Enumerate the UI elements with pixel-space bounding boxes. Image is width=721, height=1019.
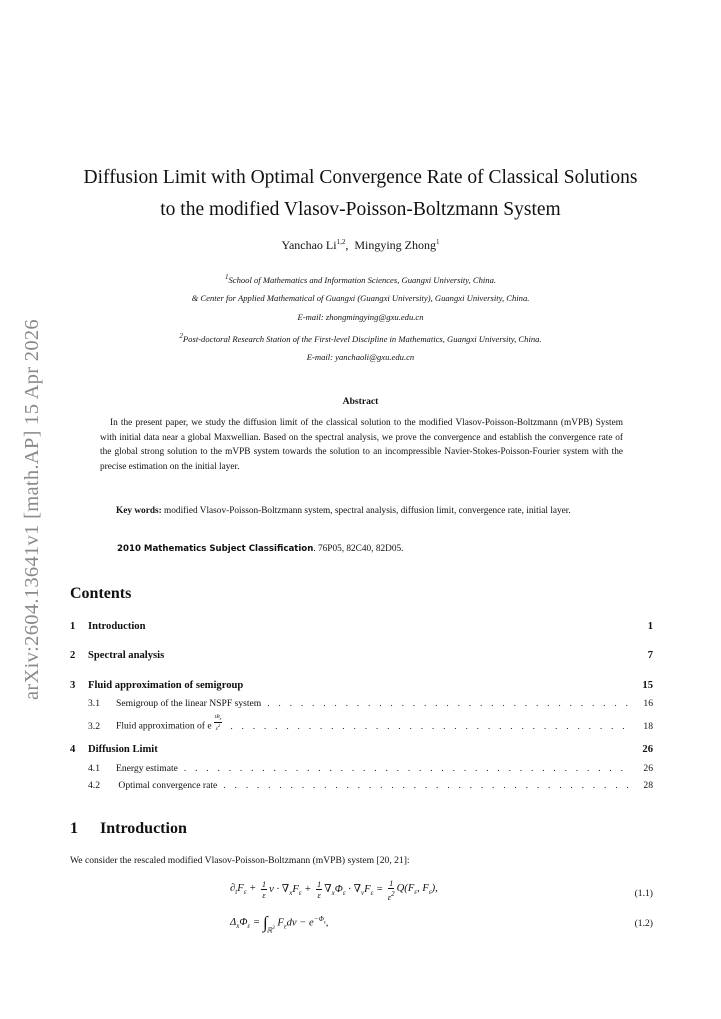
intro-paragraph: We consider the rescaled modified Vlasov-Poisson-Boltzmann (mVPB) system [20, 21]: (70, 855, 410, 866)
email-line: E-mail: zhongmingying@gxu.edu.cn (297, 312, 424, 323)
section-heading: 1 Introduction (70, 820, 187, 837)
toc-subentry[interactable]: 4.1 Energy estimate . . . 26 (70, 763, 653, 774)
author-name: Mingying Zhong (354, 238, 437, 252)
affiliations (0, 268, 721, 367)
msc-label: 2010 Mathematics Subject Classification (117, 544, 314, 554)
title-line-1: Diffusion Limit with Optimal Convergence Rate of Classical Solutions (83, 167, 638, 188)
keywords-label: Key words: (116, 506, 162, 516)
msc-codes: . 76P05, 82C40, 82D05. (313, 544, 404, 554)
author-affiliation-mark: 1,2 (336, 238, 346, 246)
toc-subentry[interactable]: 3.2 Fluid approximation of e $^{\frac{tB_\varepsilon}{\varepsilon^2}}$ . . . 18 (70, 714, 653, 732)
toc-subentry[interactable]: 4.2 Optimal convergence rate . . . 28 (70, 780, 653, 791)
msc-classification (117, 544, 637, 554)
equation-number: (1.1) (634, 888, 653, 899)
equation-1-1: $\partial_tF_\varepsilon$ + $\frac{1}{\varepsilon}$ $v \cdot \nabla_xF_\varepsilon$ + $\frac{1}{\varepsilon}$ $\nabla_x\Phi_\varepsilon \cdot \nabla_vF_\varepsilon$ = $\frac{1}{\varepsilon^2}$ $Q(F_\varepsilon$, $F_\varepsilon$), (230, 878, 438, 902)
leader-dots (230, 721, 631, 732)
keywords (100, 504, 623, 519)
leader-dots (223, 780, 631, 791)
equation-number: (1.2) (634, 918, 653, 929)
keywords-text: modified Vlasov-Poisson-Boltzmann system, spectral analysis, diffusion limit, convergence rate, initial layer. (161, 506, 571, 516)
affiliation-line: & Center for Applied Mathematical of Guangxi (Guangxi University), Guangxi University, China. (191, 293, 530, 304)
equation-1-2: $\Delta_x\Phi_\varepsilon$ = ∫ $_{ℝ^3}$ $F_\varepsilon dv - e^{-\Phi_\varepsilon}$, (230, 913, 329, 935)
toc-subentry[interactable]: 3.1 Semigroup of the linear NSPF system . . . 16 (70, 698, 653, 709)
arxiv-identifier: arXiv:2604.13641v1 [math.AP] 15 Apr 2026 (21, 319, 43, 701)
affiliation-line: $^2$Post-doctoral Research Station of the First-level Discipline in Mathematics, Guangxi University, China. (179, 331, 542, 344)
author-affiliation-mark: 1 (436, 238, 440, 246)
semigroup-exponent: tBε ε2 (214, 714, 222, 732)
affiliation-line: $^1$School of Mathematics and Information Sciences, Guangxi University, China. (224, 273, 497, 285)
toc-entry[interactable]: 3 Fluid approximation of semigroup 15 (70, 680, 653, 691)
toc-entry[interactable]: 2 Spectral analysis 7 (70, 650, 653, 661)
author-name: Yanchao Li (281, 238, 337, 252)
author-list (0, 238, 721, 253)
toc-entry[interactable]: 4 Diffusion Limit 26 (70, 744, 653, 755)
paper-title (60, 162, 661, 226)
abstract-body: In the present paper, we study the diffusion limit of the classical solution to the modified Vlasov-Poisson-Boltzmann (mVPB) System with initial data near a global Maxwellian. Based on the spectral analysis, we prove the convergence and establish the convergence rate of the global strong solution to the mVPB system towards the solution to an incompressible Navier-Stokes-Poisson-Fourier system with the precise estimation on the initial layer. (100, 418, 623, 472)
toc-entry[interactable]: 1 Introduction 1 (70, 621, 653, 632)
contents-heading: Contents (70, 585, 132, 602)
leader-dots (267, 698, 631, 709)
leader-dots (184, 763, 631, 774)
title-line-2: to the modified Vlasov-Poisson-Boltzmann System (160, 199, 561, 220)
abstract-heading: Abstract (342, 396, 379, 407)
email-line: E-mail: yanchaoli@gxu.edu.cn (306, 352, 415, 363)
author-separator: , (345, 238, 355, 252)
